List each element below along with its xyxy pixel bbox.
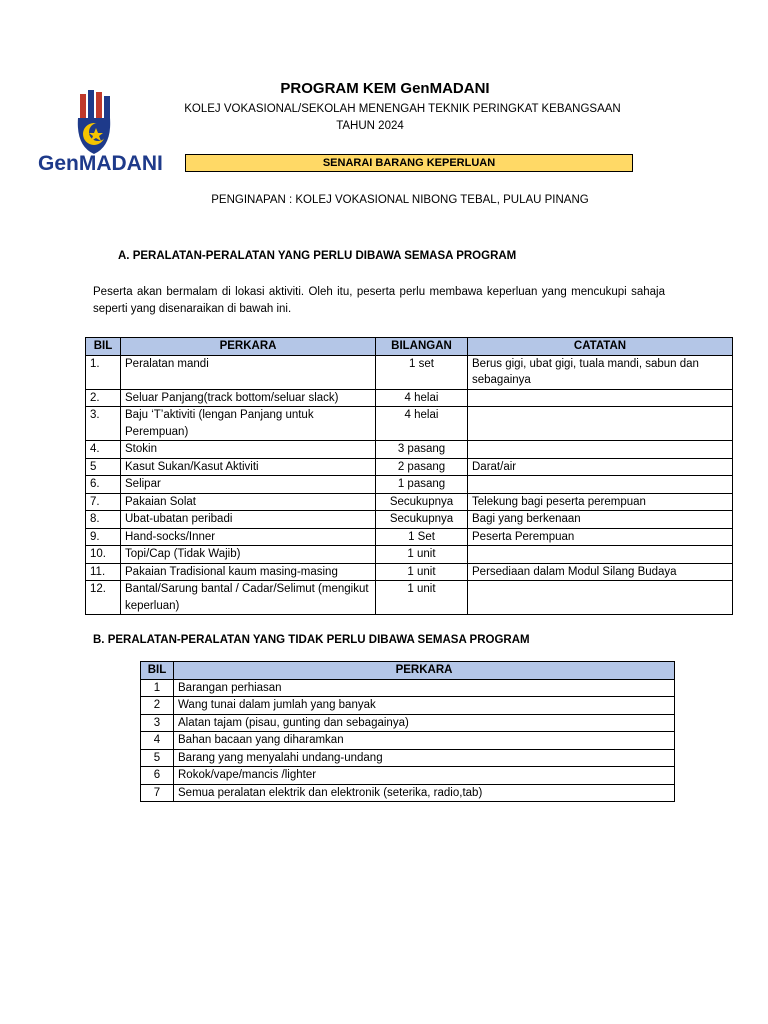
table-row bbox=[141, 697, 675, 715]
page-title: PROGRAM KEM GenMADANI bbox=[280, 80, 490, 97]
table-cell: Stokin bbox=[121, 441, 376, 459]
table-cell: 1 bbox=[141, 679, 174, 697]
table-cell: 4 bbox=[141, 732, 174, 750]
table-cell: 6 bbox=[141, 767, 174, 785]
table-cell: Baju ‘T’aktiviti (lengan Panjang untuk Perempuan) bbox=[121, 407, 376, 441]
table-row bbox=[86, 563, 733, 581]
logo-text: GenMADANI bbox=[38, 152, 163, 175]
table-cell: Telekung bagi peserta perempuan bbox=[468, 493, 733, 511]
table-row bbox=[86, 546, 733, 564]
section-a-heading: A. PERALATAN-PERALATAN YANG PERLU DIBAWA SEMASA PROGRAM bbox=[118, 250, 517, 262]
table-cell: Peserta Perempuan bbox=[468, 528, 733, 546]
table-header-row bbox=[141, 662, 675, 680]
table-cell: 4 helai bbox=[376, 407, 468, 441]
table-cell: Darat/air bbox=[468, 458, 733, 476]
table-cell: 2 pasang bbox=[376, 458, 468, 476]
table-cell: 3 pasang bbox=[376, 441, 468, 459]
table-row bbox=[86, 476, 733, 494]
table-row bbox=[86, 441, 733, 459]
table-row bbox=[86, 581, 733, 615]
table-cell: 4 helai bbox=[376, 389, 468, 407]
table-cell: Semua peralatan elektrik dan elektronik (seterika, radio,tab) bbox=[174, 784, 675, 802]
table-cell: 4. bbox=[86, 441, 121, 459]
table-row bbox=[141, 679, 675, 697]
table-cell: 1 pasang bbox=[376, 476, 468, 494]
table-cell: 1. bbox=[86, 355, 121, 389]
table-cell: Seluar Panjang(track bottom/seluar slack) bbox=[121, 389, 376, 407]
col-catatan: CATATAN bbox=[468, 338, 733, 356]
table-cell: Topi/Cap (Tidak Wajib) bbox=[121, 546, 376, 564]
table-cell: 9. bbox=[86, 528, 121, 546]
table-cell: 2. bbox=[86, 389, 121, 407]
table-cell: 1 unit bbox=[376, 563, 468, 581]
table-cell bbox=[468, 581, 733, 615]
items-not-to-bring-table bbox=[140, 661, 675, 802]
table-row bbox=[141, 749, 675, 767]
table-cell: 7. bbox=[86, 493, 121, 511]
table-cell: 6. bbox=[86, 476, 121, 494]
table-cell: 7 bbox=[141, 784, 174, 802]
table-cell: Barangan perhiasan bbox=[174, 679, 675, 697]
table-cell: Berus gigi, ubat gigi, tuala mandi, sabun dan sebagainya bbox=[468, 355, 733, 389]
table-cell: 2 bbox=[141, 697, 174, 715]
section-a-paragraph: Peserta akan bermalam di lokasi aktiviti. Oleh itu, peserta perlu membawa keperluan yang mencukupi sahaja seperti yang disenaraikan di bawah ini. bbox=[93, 286, 665, 315]
table-row bbox=[141, 714, 675, 732]
table-cell: Pakaian Tradisional kaum masing-masing bbox=[121, 563, 376, 581]
col-bilangan: BILANGAN bbox=[376, 338, 468, 356]
table-cell: Secukupnya bbox=[376, 493, 468, 511]
table-cell bbox=[468, 476, 733, 494]
table-cell: Pakaian Solat bbox=[121, 493, 376, 511]
table-cell: 5 bbox=[86, 458, 121, 476]
table-cell: 1 Set bbox=[376, 528, 468, 546]
table-row bbox=[86, 511, 733, 529]
table-cell: 3. bbox=[86, 407, 121, 441]
table-cell: Secukupnya bbox=[376, 511, 468, 529]
table-cell bbox=[468, 546, 733, 564]
col-perkara: PERKARA bbox=[174, 662, 675, 680]
table-cell: Bahan bacaan yang diharamkan bbox=[174, 732, 675, 750]
table-cell: 11. bbox=[86, 563, 121, 581]
table-cell: Barang yang menyalahi undang-undang bbox=[174, 749, 675, 767]
col-perkara: PERKARA bbox=[121, 338, 376, 356]
table-row bbox=[86, 458, 733, 476]
table-row bbox=[141, 732, 675, 750]
table-row bbox=[86, 389, 733, 407]
lodging-info: PENGINAPAN : KOLEJ VOKASIONAL NIBONG TEBAL, PULAU PINANG bbox=[211, 194, 589, 206]
table-cell: Wang tunai dalam jumlah yang banyak bbox=[174, 697, 675, 715]
table-cell: Kasut Sukan/Kasut Aktiviti bbox=[121, 458, 376, 476]
items-to-bring-table bbox=[85, 337, 733, 615]
table-cell: 1 unit bbox=[376, 581, 468, 615]
table-row bbox=[86, 493, 733, 511]
table-row bbox=[86, 355, 733, 389]
section-b-heading: B. PERALATAN-PERALATAN YANG TIDAK PERLU DIBAWA SEMASA PROGRAM bbox=[93, 634, 530, 646]
page-subtitle: KOLEJ VOKASIONAL/SEKOLAH MENENGAH TEKNIK PERINGKAT KEBANGSAAN bbox=[184, 103, 621, 115]
table-cell: 12. bbox=[86, 581, 121, 615]
table-cell: Bagi yang berkenaan bbox=[468, 511, 733, 529]
col-bil: BIL bbox=[86, 338, 121, 356]
table-cell bbox=[468, 389, 733, 407]
table-cell: 10. bbox=[86, 546, 121, 564]
table-row bbox=[86, 407, 733, 441]
table-cell: Persediaan dalam Modul Silang Budaya bbox=[468, 563, 733, 581]
table-cell: Hand-socks/Inner bbox=[121, 528, 376, 546]
table-row bbox=[141, 784, 675, 802]
page-year: TAHUN 2024 bbox=[336, 120, 404, 132]
table-cell bbox=[468, 407, 733, 441]
table-row bbox=[141, 767, 675, 785]
table-cell: Selipar bbox=[121, 476, 376, 494]
table-cell: 5 bbox=[141, 749, 174, 767]
table-cell: Peralatan mandi bbox=[121, 355, 376, 389]
table-cell: 3 bbox=[141, 714, 174, 732]
table-header-row bbox=[86, 338, 733, 356]
table-cell: Ubat-ubatan peribadi bbox=[121, 511, 376, 529]
table-cell: Alatan tajam (pisau, gunting dan sebagainya) bbox=[174, 714, 675, 732]
table-row bbox=[86, 528, 733, 546]
table-cell: 1 set bbox=[376, 355, 468, 389]
table-cell: Rokok/vape/mancis /lighter bbox=[174, 767, 675, 785]
table-cell: Bantal/Sarung bantal / Cadar/Selimut (mengikut keperluan) bbox=[121, 581, 376, 615]
table-cell: 8. bbox=[86, 511, 121, 529]
table-cell bbox=[468, 441, 733, 459]
list-banner: SENARAI BARANG KEPERLUAN bbox=[185, 154, 633, 172]
col-bil: BIL bbox=[141, 662, 174, 680]
table-cell: 1 unit bbox=[376, 546, 468, 564]
